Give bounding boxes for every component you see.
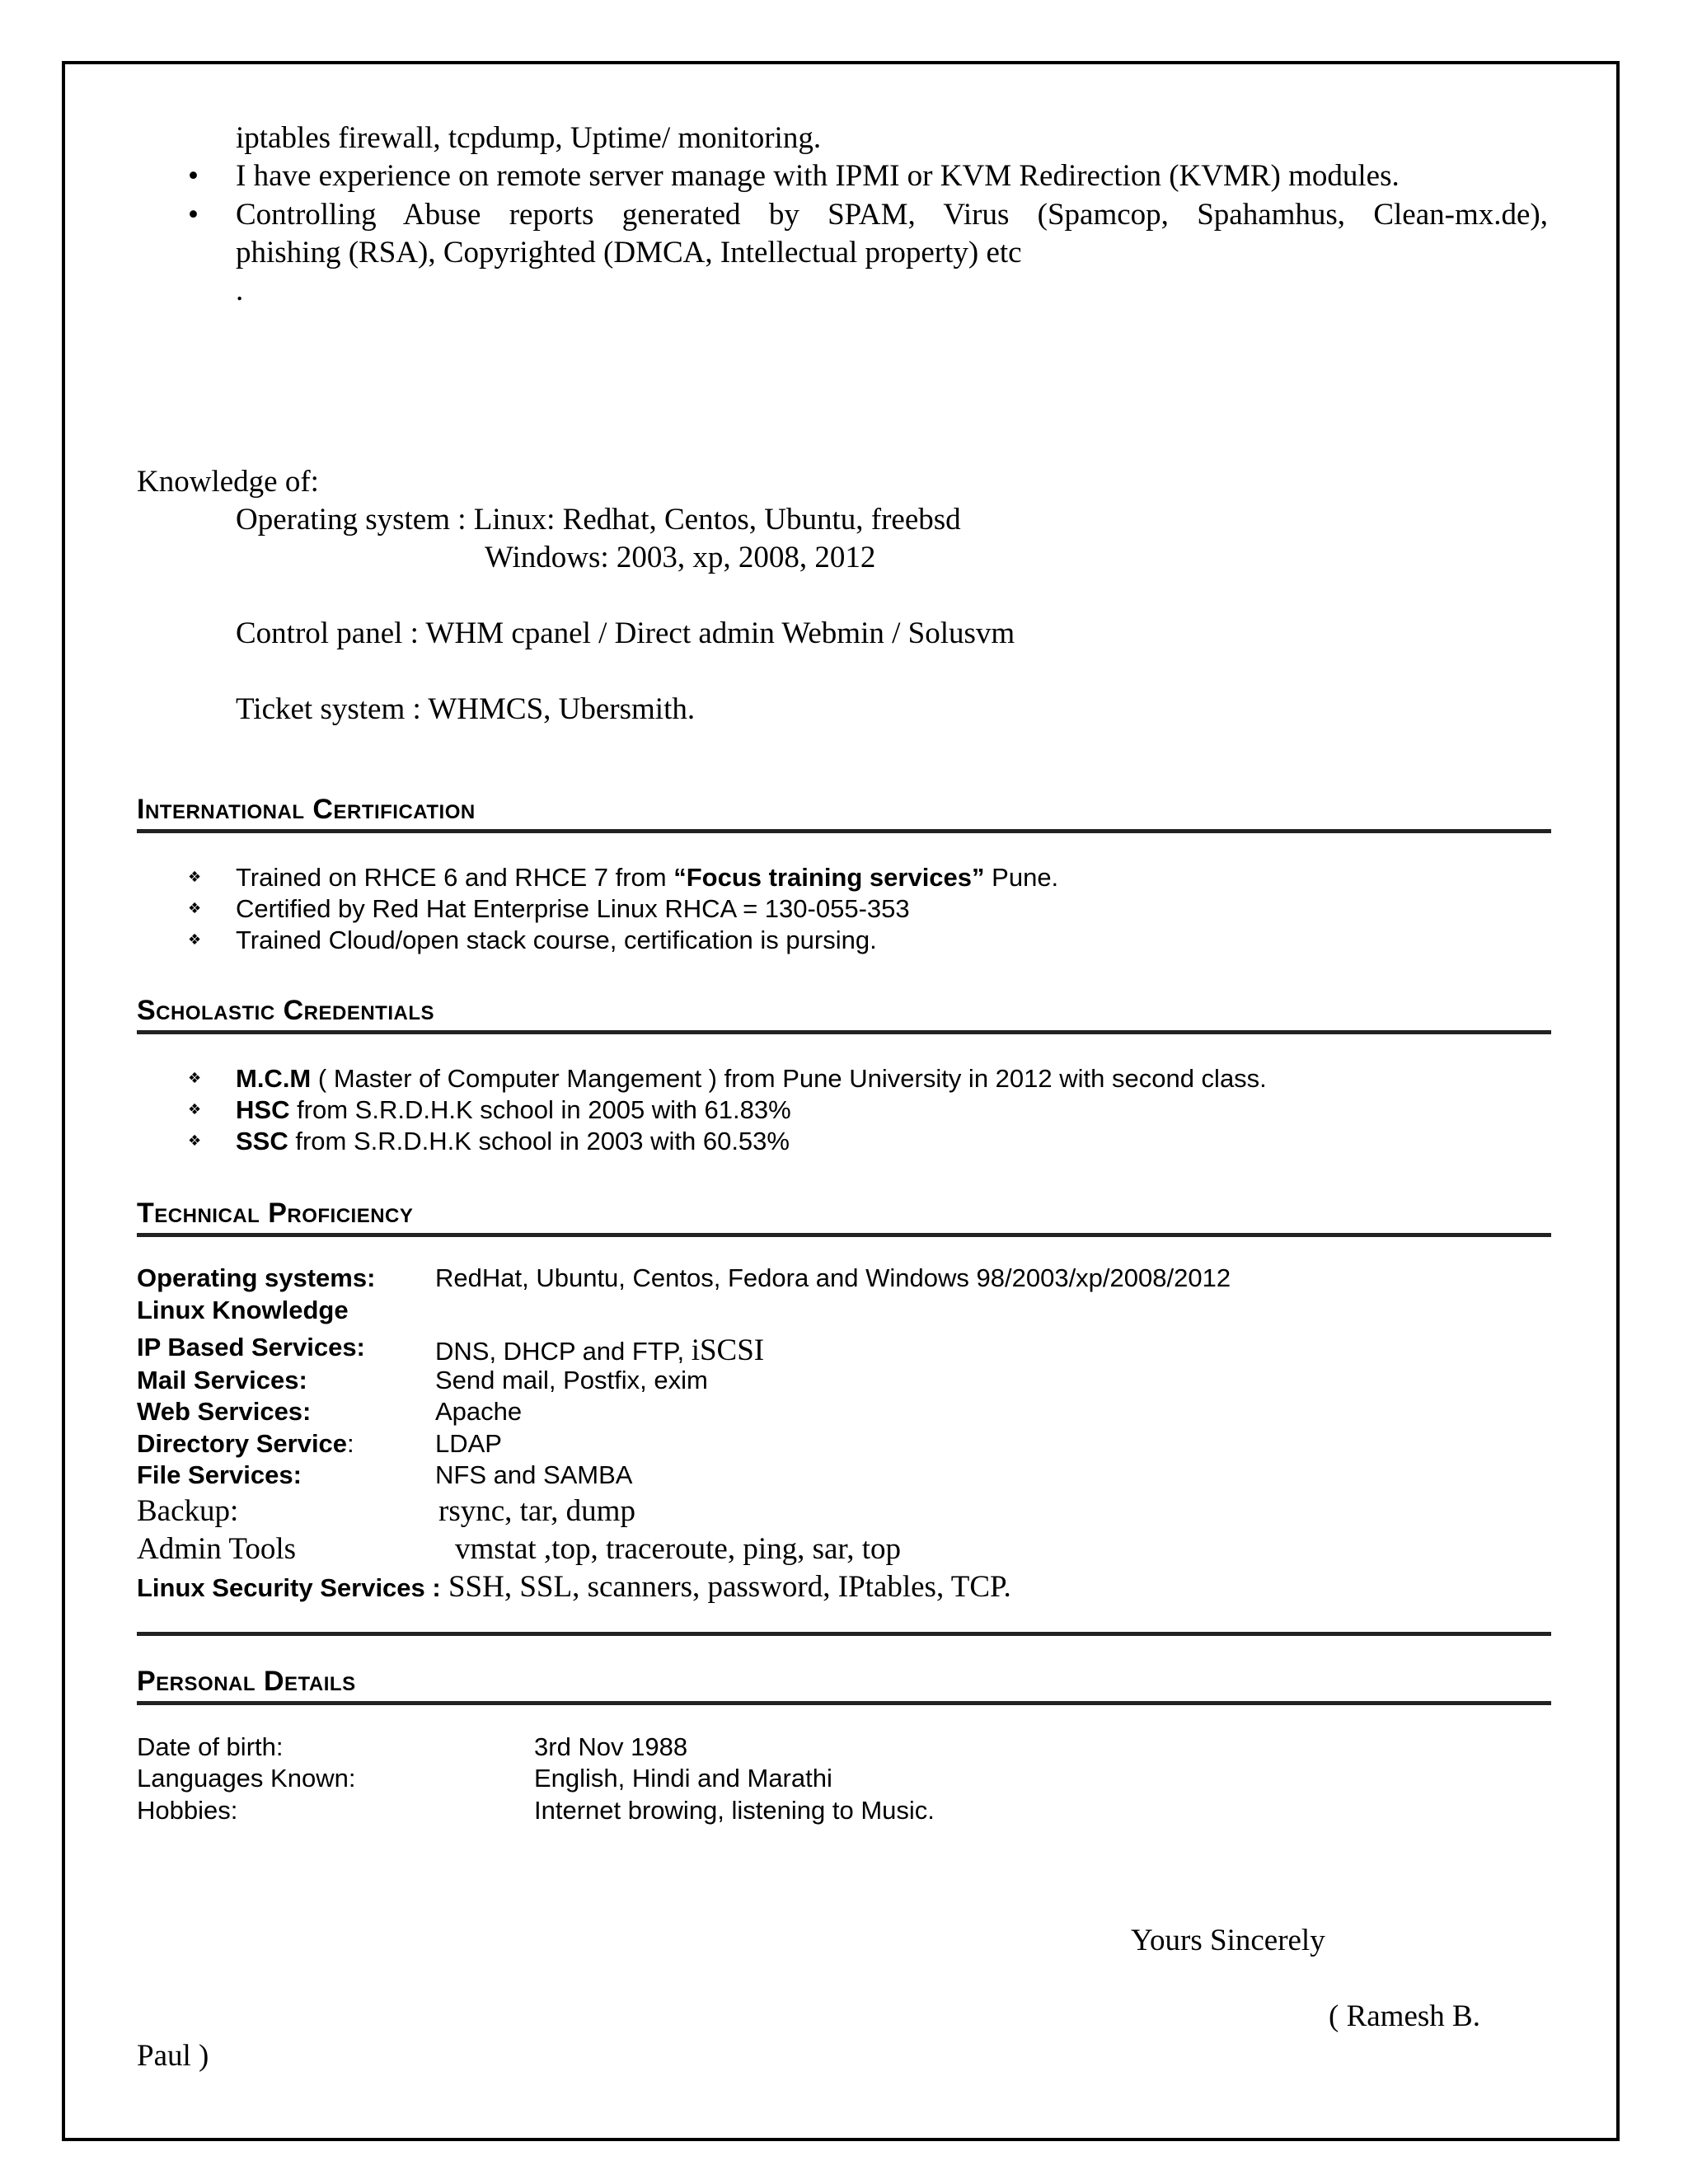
diamond-bullet-icon: ❖ [188,931,202,949]
scholastic-item: SSC from S.R.D.H.K school in 2003 with 60.53% [236,1127,790,1155]
tech-value-admin: vmstat ,top, traceroute, ping, sar, top [455,1532,902,1566]
certification-item: Trained Cloud/open stack course, certification is pursing. [236,926,877,954]
tech-value-directory: LDAP [435,1429,502,1458]
knowledge-os-line1: Operating system : Linux: Redhat, Centos, Ubuntu, freebsd [236,503,961,537]
tech-label-mail: Mail Services: [137,1366,307,1394]
personal-label-languages: Languages Known: [137,1764,356,1793]
tech-value-os: RedHat, Ubuntu, Centos, Fedora and Windows 98/2003/xp/2008/2012 [435,1263,1231,1292]
section-title-personal: Personal Details [137,1666,356,1697]
section-title-certification: International Certification [137,794,476,825]
experience-continuation: iptables firewall, tcpdump, Uptime/ monitoring. [236,121,822,155]
bullet-dot: • [188,198,199,232]
closing-name-cont: Paul ) [137,2039,209,2073]
experience-bullet-ipmi: I have experience on remote server manage with IPMI or KVM Redirection (KVMR) modules. [236,159,1400,193]
personal-value-dob: 3rd Nov 1988 [534,1732,688,1761]
tech-label-directory: Directory Service: [137,1429,354,1458]
tech-label-web: Web Services: [137,1397,312,1426]
tech-value-backup: rsync, tar, dump [438,1494,635,1528]
closing-salutation: Yours Sincerely [1131,1924,1325,1957]
diamond-bullet-icon: ❖ [188,869,202,886]
section-rule [137,1030,1551,1034]
personal-value-hobbies: Internet browing, listening to Music. [534,1796,935,1825]
personal-label-hobbies: Hobbies: [137,1796,238,1825]
tech-label-admin: Admin Tools [137,1532,297,1566]
certification-item: Trained on RHCE 6 and RHCE 7 from “Focus training services” Pune. [236,863,1059,892]
section-rule [137,829,1551,833]
experience-bullet-abuse: Controlling Abuse reports generated by SPAM, Virus (Spamcop, Spahamhus, Clean-mx.de), [236,198,1548,232]
tech-label-linux-knowledge: Linux Knowledge [137,1296,349,1324]
section-title-scholastic: Scholastic Credentials [137,995,435,1026]
section-rule [137,1701,1551,1705]
knowledge-os-line2: Windows: 2003, xp, 2008, 2012 [485,541,876,574]
certification-item: Certified by Red Hat Enterprise Linux RHCA = 130-055-353 [236,894,910,923]
tech-value-mail: Send mail, Postfix, exim [435,1366,708,1394]
scholastic-item: M.C.M ( Master of Computer Mangement ) from Pune University in 2012 with second class. [236,1064,1267,1093]
diamond-bullet-icon: ❖ [188,1132,202,1150]
tech-label-file: File Services: [137,1460,302,1489]
knowledge-heading: Knowledge of: [137,465,319,499]
tech-label-ip: IP Based Services: [137,1333,365,1361]
diamond-bullet-icon: ❖ [188,900,202,917]
tech-value-web: Apache [435,1397,523,1426]
tech-value-ip: DNS, DHCP and FTP, iSCSI [435,1333,765,1367]
bullet-dot: • [188,159,199,193]
stray-dot: . [236,274,244,307]
closing-name: ( Ramesh B. [1329,1999,1480,2033]
tech-label-backup: Backup: [137,1494,239,1528]
personal-label-dob: Date of birth: [137,1732,284,1761]
tech-label-os: Operating systems: [137,1263,376,1292]
diamond-bullet-icon: ❖ [188,1070,202,1087]
tech-security-line: Linux Security Services : SSH, SSL, scanners, password, IPtables, TCP. [137,1570,1011,1604]
personal-value-languages: English, Hindi and Marathi [534,1764,832,1793]
experience-bullet-abuse-cont: phishing (RSA), Copyrighted (DMCA, Intellectual property) etc [236,236,1022,269]
scholastic-item: HSC from S.R.D.H.K school in 2005 with 61.83% [236,1095,791,1124]
section-rule [137,1233,1551,1237]
section-title-technical: Technical Proficiency [137,1197,414,1229]
section-rule [137,1632,1551,1636]
knowledge-control-panel: Control panel : WHM cpanel / Direct admin Webmin / Solusvm [236,616,1015,650]
diamond-bullet-icon: ❖ [188,1101,202,1118]
tech-value-file: NFS and SAMBA [435,1460,633,1489]
knowledge-ticket-system: Ticket system : WHMCS, Ubersmith. [236,692,696,726]
